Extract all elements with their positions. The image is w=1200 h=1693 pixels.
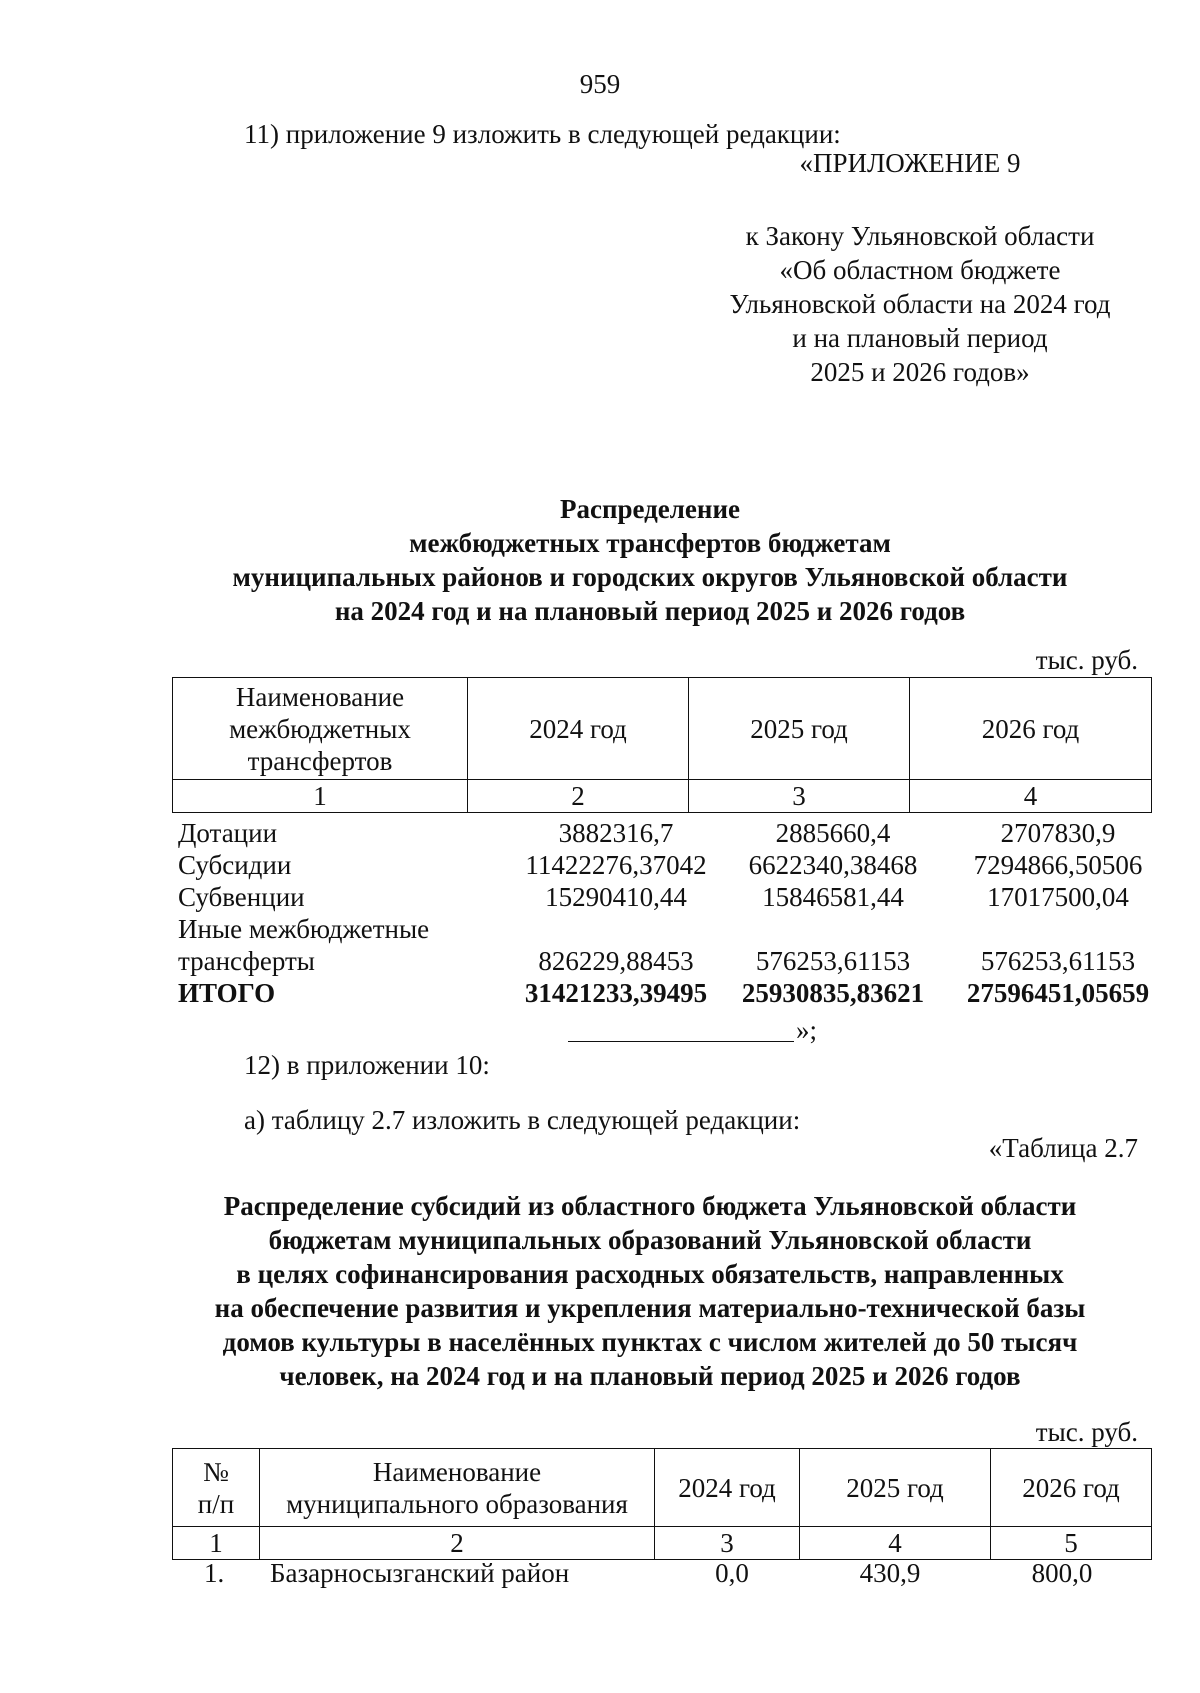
header-2026: 2026 год [910,678,1152,780]
title-line: в целях софинансирования расходных обязательств, направленных [236,1259,1064,1289]
title-line: домов культуры в населённых пунктах с числом жителей до 50 тысяч [222,1327,1078,1357]
amendment-item-11: 11) приложение 9 изложить в следующей редакции: [244,119,841,149]
value-2025: 15846581,44 [762,882,904,912]
title-line: межбюджетных трансфертов бюджетам [409,528,891,558]
value-2024: 3882316,7 [558,818,674,848]
law-reference-line: «Об областном бюджете [779,255,1061,285]
header-2025: 2025 год [689,678,910,780]
value-2026: 576253,61153 [980,946,1136,976]
table-total-row [178,977,1150,1009]
table-row [178,817,1138,849]
column-number: 3 [655,1527,800,1560]
page-number: 959 [579,69,621,99]
table2-title [100,1189,1200,1393]
header-2024: 2024 год [655,1449,800,1527]
law-reference-line: 2025 и 2026 годов» [810,357,1030,387]
total-2025: 25930835,83621 [741,978,925,1008]
closing-underline [568,1041,794,1042]
amendment-item-12a: а) таблицу 2.7 изложить в следующей редакции: [244,1105,801,1135]
municipality-name: Базарносызганский район [270,1558,570,1588]
law-reference-line: к Закону Ульяновской области [745,221,1095,251]
header-number-line: п/п [197,1488,235,1519]
table1-title [100,492,1200,628]
column-number: 3 [689,780,910,813]
table-row [178,945,1138,977]
header-number [173,1449,260,1527]
header-municipality-line: Наименование [372,1456,542,1487]
title-line: на обеспечение развития и укрепления материально-технической базы [214,1293,1086,1323]
row-name: трансферты [178,946,315,976]
column-number: 4 [800,1527,991,1560]
title-line: на 2024 год и на плановый период 2025 и 2026 годов [334,596,966,626]
appendix-title: «ПРИЛОЖЕНИЕ 9 [799,148,1021,178]
table1-body [178,817,1150,1009]
value-2024: 0,0 [715,1558,749,1588]
row-number: 1. [204,1558,225,1588]
title-line: муниципальных районов и городских округов Ульяновской области [232,562,1068,592]
value-2026: 17017500,04 [987,882,1129,912]
header-municipality-line: муниципального образования [286,1488,628,1519]
column-number: 1 [173,1527,260,1560]
header-2026: 2026 год [991,1449,1152,1527]
header-number-line: № [203,1456,229,1487]
header-2025: 2025 год [800,1449,991,1527]
column-number: 2 [468,780,689,813]
law-reference [700,219,1140,389]
table1-header [172,677,1152,813]
table-row-label-continuation [178,913,1138,945]
amendment-item-12: 12) в приложении 10: [244,1050,490,1080]
value-2024: 826229,88453 [538,946,694,976]
total-2024: 31421233,39495 [524,978,708,1008]
value-2025: 430,9 [859,1558,921,1588]
row-name: Иные межбюджетные [178,914,430,944]
header-2024: 2024 год [468,678,689,780]
law-reference-line: Ульяновской области на 2024 год [729,289,1111,319]
total-2026: 27596451,05659 [966,978,1150,1008]
title-line: Распределение субсидий из областного бюджета Ульяновской области [223,1191,1077,1221]
header-name: Наименование межбюджетных трансфертов [173,678,468,780]
table-row [172,1557,1152,1591]
total-label: ИТОГО [178,978,276,1008]
unit-label: тыс. руб. [1035,1417,1138,1447]
value-2024: 11422276,37042 [525,850,707,880]
column-number: 4 [910,780,1152,813]
row-name: Субвенции [178,882,305,912]
title-line: Распределение [559,494,741,524]
column-number: 5 [991,1527,1152,1560]
title-line: человек, на 2024 год и на плановый период 2025 и 2026 годов [279,1361,1021,1391]
column-number: 1 [173,780,468,813]
header-municipality [260,1449,655,1527]
table-row [178,849,1143,881]
value-2024: 15290410,44 [545,882,687,912]
law-reference-line: и на плановый период [792,323,1048,353]
table2-header [172,1448,1152,1560]
closing-quote: »; [796,1015,818,1045]
row-name: Субсидии [178,850,292,880]
table-label: «Таблица 2.7 [988,1133,1138,1163]
column-number: 2 [260,1527,655,1560]
row-name: Дотации [178,818,278,848]
title-line: бюджетам муниципальных образований Ульяновской области [268,1225,1032,1255]
unit-label: тыс. руб. [1035,645,1138,675]
value-2026: 2707830,9 [1000,818,1116,848]
table-row [178,881,1138,913]
value-2025: 6622340,38468 [748,850,918,880]
value-2025: 576253,61153 [755,946,911,976]
value-2026: 800,0 [1031,1558,1093,1588]
value-2026: 7294866,50506 [973,850,1143,880]
value-2025: 2885660,4 [775,818,891,848]
